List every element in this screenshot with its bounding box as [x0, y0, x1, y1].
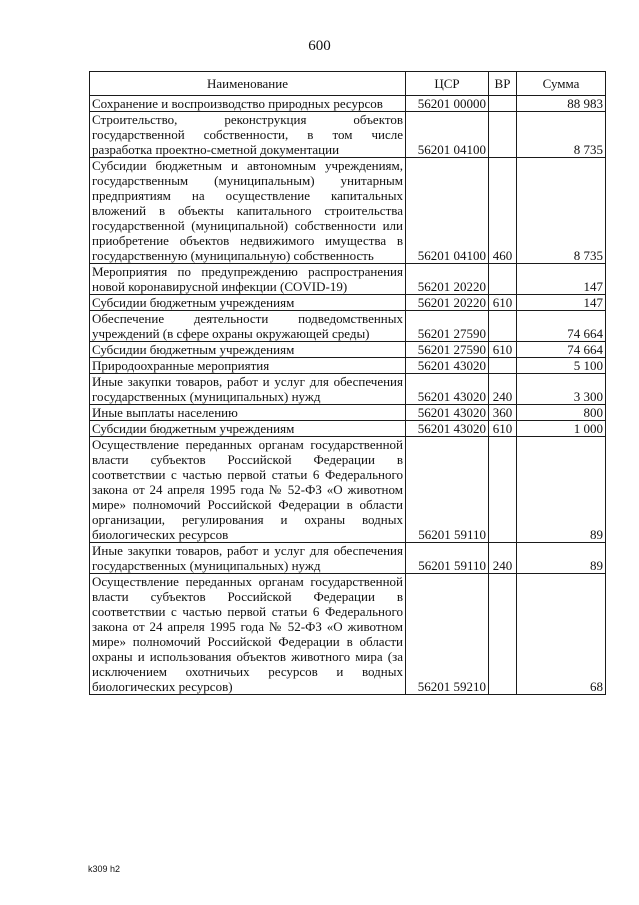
cell-vr — [489, 437, 517, 543]
cell-sum: 800 — [517, 405, 606, 421]
cell-csr: 56201 04100 — [406, 158, 489, 264]
header-vr: ВР — [489, 72, 517, 96]
footer-print-code: k309 h2 — [88, 864, 121, 874]
cell-csr: 56201 43020 — [406, 421, 489, 437]
cell-csr: 56201 43020 — [406, 405, 489, 421]
cell-vr — [489, 574, 517, 695]
header-sum: Сумма — [517, 72, 606, 96]
table-row — [90, 96, 606, 112]
cell-name: Мероприятия по предупреждению распространения новой коронавирусной инфекции (COVID-19) — [90, 264, 406, 295]
cell-name: Субсидии бюджетным и автономным учреждениям, государственным (муниципальным) унитарным предприятиям на осуществление капитальных вложений в объекты капитального строительства государственной (муниципальной) собственности или приобретение объектов недвижимого имущества в государственную (муниципальную) собственность — [90, 158, 406, 264]
cell-vr: 240 — [489, 543, 517, 574]
table-row — [90, 374, 606, 405]
cell-name: Субсидии бюджетным учреждениям — [90, 421, 406, 437]
cell-vr — [489, 311, 517, 342]
header-csr: ЦСР — [406, 72, 489, 96]
cell-sum: 88 983 — [517, 96, 606, 112]
cell-sum: 147 — [517, 295, 606, 311]
cell-vr — [489, 358, 517, 374]
cell-sum: 3 300 — [517, 374, 606, 405]
cell-name: Строительство, реконструкция объектов государственной собственности, в том числе разработка проектно-сметной документации — [90, 112, 406, 158]
table-row — [90, 158, 606, 264]
table-row — [90, 574, 606, 695]
cell-csr: 56201 59110 — [406, 543, 489, 574]
cell-csr: 56201 20220 — [406, 295, 489, 311]
cell-name: Субсидии бюджетным учреждениям — [90, 342, 406, 358]
cell-name: Сохранение и воспроизводство природных ресурсов — [90, 96, 406, 112]
cell-csr: 56201 43020 — [406, 374, 489, 405]
cell-name: Осуществление переданных органам государственной власти субъектов Российской Федерации в соответствии с частью первой статьи 6 Федерального закона от 24 апреля 1995 года № 52-ФЗ «О животном мире» полномочий Российской Федерации в области охраны и использования объектов животного мира (за исключением охотничьих ресурсов и водных биологических ресурсов) — [90, 574, 406, 695]
cell-sum: 1 000 — [517, 421, 606, 437]
cell-name: Иные закупки товаров, работ и услуг для обеспечения государственных (муниципальных) нужд — [90, 543, 406, 574]
cell-sum: 8 735 — [517, 112, 606, 158]
table-row — [90, 342, 606, 358]
cell-sum: 5 100 — [517, 358, 606, 374]
cell-name: Субсидии бюджетным учреждениям — [90, 295, 406, 311]
table-row — [90, 405, 606, 421]
cell-name: Иные выплаты населению — [90, 405, 406, 421]
cell-csr: 56201 43020 — [406, 358, 489, 374]
table-row — [90, 358, 606, 374]
cell-csr: 56201 20220 — [406, 264, 489, 295]
table-row — [90, 543, 606, 574]
cell-vr — [489, 112, 517, 158]
table-header-row — [90, 72, 606, 96]
cell-csr: 56201 04100 — [406, 112, 489, 158]
header-name: Наименование — [90, 72, 406, 96]
cell-csr: 56201 27590 — [406, 342, 489, 358]
cell-vr: 360 — [489, 405, 517, 421]
cell-vr: 610 — [489, 295, 517, 311]
budget-table — [89, 71, 606, 695]
table-row — [90, 437, 606, 543]
cell-vr: 610 — [489, 342, 517, 358]
table-row — [90, 311, 606, 342]
cell-vr: 240 — [489, 374, 517, 405]
table-row — [90, 112, 606, 158]
cell-sum: 74 664 — [517, 342, 606, 358]
cell-name: Обеспечение деятельности подведомственных учреждений (в сфере охраны окружающей среды) — [90, 311, 406, 342]
cell-vr — [489, 96, 517, 112]
cell-csr: 56201 00000 — [406, 96, 489, 112]
cell-name: Иные закупки товаров, работ и услуг для обеспечения государственных (муниципальных) нужд — [90, 374, 406, 405]
cell-vr: 460 — [489, 158, 517, 264]
cell-sum: 89 — [517, 543, 606, 574]
cell-csr: 56201 59210 — [406, 574, 489, 695]
table-row — [90, 421, 606, 437]
cell-name: Осуществление переданных органам государственной власти субъектов Российской Федерации в соответствии с частью первой статьи 6 Федерального закона от 24 апреля 1995 года № 52-ФЗ «О животном мире» полномочий Российской Федерации в области организации, регулирования и охраны водных биологических ресурсов — [90, 437, 406, 543]
cell-sum: 89 — [517, 437, 606, 543]
table-row — [90, 264, 606, 295]
cell-csr: 56201 27590 — [406, 311, 489, 342]
cell-sum: 147 — [517, 264, 606, 295]
cell-name: Природоохранные мероприятия — [90, 358, 406, 374]
page-number: 600 — [308, 38, 331, 54]
cell-sum: 8 735 — [517, 158, 606, 264]
cell-csr: 56201 59110 — [406, 437, 489, 543]
cell-sum: 68 — [517, 574, 606, 695]
cell-sum: 74 664 — [517, 311, 606, 342]
cell-vr: 610 — [489, 421, 517, 437]
table-row — [90, 295, 606, 311]
cell-vr — [489, 264, 517, 295]
